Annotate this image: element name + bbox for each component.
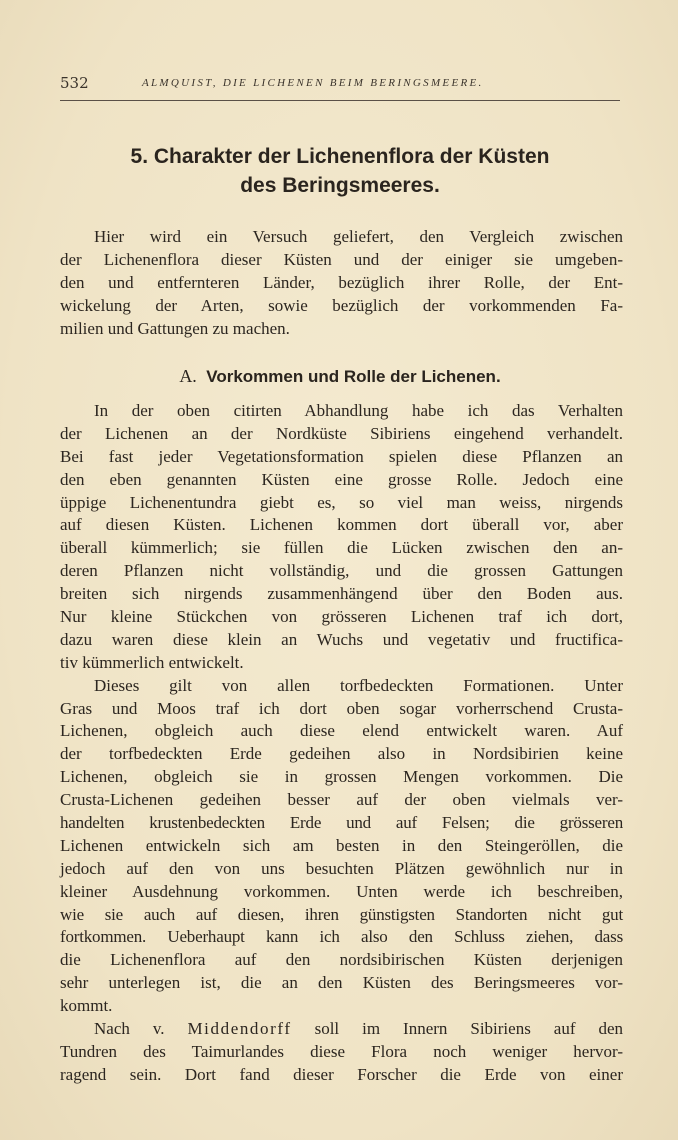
body-line: Tundren des Taimurlandes diese Flora noch weniger hervor- [60, 1041, 623, 1061]
page-number: 532 [60, 74, 89, 92]
body-line: Nur kleine Stückchen von grösseren Lichenen traf ich dort, [60, 607, 623, 627]
body-line: der Lichenen an der Nordküste Sibiriens eingehend verhandelt. [60, 423, 623, 443]
last-para-lead: Nach v. [94, 1019, 188, 1039]
body-line: kleiner Ausdehnung vorkommen. Unten werde ich beschreiben, [60, 881, 623, 901]
body-line: fortkommen. Ueberhaupt kann ich also den Schluss ziehen, dass [60, 927, 623, 947]
intro-line: wickelung der Arten, sowie bezüglich der vorkommenden Fa- [60, 295, 623, 315]
body-line: breiten sich nirgends zusammenhängend über den Boden aus. [60, 584, 623, 604]
body-line [60, 1018, 623, 1041]
body-line: üppige Lichenentundra giebt es, so viel man weiss, nirgends [60, 492, 623, 512]
section-letter: A. [179, 366, 197, 386]
section-title: Vorkommen und Rolle der Lichenen. [206, 367, 501, 386]
intro-line: milien und Gattungen zu machen. [60, 318, 290, 338]
body-line: Bei fast jeder Vegetationsformation spielen diese Pflanzen an [60, 446, 623, 466]
body-line: dazu waren diese klein an Wuchs und vegetativ und fructifica- [60, 629, 623, 649]
body-line: Crusta-Lichenen gedeihen besser auf der oben vielmals ver- [60, 790, 623, 810]
body-line: wie sie auch auf diesen, ihren günstigsten Standorten nicht gut [60, 904, 623, 924]
intro-line: Hier wird ein Versuch geliefert, den Vergleich zwischen [94, 227, 623, 246]
header-rule [60, 100, 620, 101]
body-line: überall kümmerlich; sie füllen die Lücken zwischen den an- [60, 538, 623, 558]
body-line: Lichenen, obgleich sie in grossen Mengen vorkommen. Die [60, 767, 623, 787]
author-name: Middendorff [187, 1019, 292, 1039]
body-line: ragend sein. Dort fand dieser Forscher die Erde von einer [60, 1064, 623, 1084]
running-head [60, 74, 620, 96]
body-line: Lichenen, obgleich auch diese elend entwickelt waren. Auf [60, 721, 623, 741]
chapter-title-line-1: 5. Charakter der Lichenenflora der Küsten [130, 145, 550, 168]
body-line: In der oben citirten Abhandlung habe ich das Verhalten [94, 401, 623, 420]
chapter-title-line-2: des Beringsmeeres. [240, 174, 440, 197]
intro-line: den und entfernteren Länder, bezüglich ihrer Rolle, der Ent- [60, 272, 623, 292]
body-line: die Lichenenflora auf den nordsibirischen Küsten derjenigen [60, 950, 623, 970]
body-line: den eben genannten Küsten eine grosse Rolle. Jedoch eine [60, 469, 623, 489]
body-line: kommt. [60, 996, 113, 1016]
body-line: jedoch auf den von uns besuchten Plätzen gewöhnlich nur in [60, 858, 623, 878]
body-line: Gras und Moos traf ich dort oben sogar vorherrschend Crusta- [60, 698, 623, 718]
body-line: deren Pflanzen nicht vollständig, und die grossen Gattungen [60, 561, 623, 581]
chapter-title [60, 142, 620, 200]
body-line: auf diesen Küsten. Lichenen kommen dort überall vor, aber [60, 515, 623, 535]
section-heading [60, 364, 620, 389]
body-line: Dieses gilt von allen torfbedeckten Formationen. Unter [94, 675, 623, 695]
body-line: der torfbedeckten Erde gedeihen also in Nordsibirien keine [60, 744, 623, 764]
last-para-rest: soll im Innern Sibiriens auf den [291, 1019, 623, 1039]
intro-paragraph [60, 226, 623, 340]
running-title: ALMQUIST, DIE LICHENEN BEIM BERINGSMEERE. [142, 77, 484, 89]
body-text [60, 400, 623, 1087]
body-line: Lichenen entwickeln sich am besten in den Steingeröllen, die [60, 835, 623, 855]
body-line: tiv kümmerlich entwickelt. [60, 652, 244, 672]
body-line: sehr unterlegen ist, die an den Küsten des Beringsmeeres vor- [60, 973, 623, 993]
body-line: handelten krustenbedeckten Erde und auf Felsen; die grösseren [60, 813, 623, 833]
intro-line: der Lichenenflora dieser Küsten und der einiger sie umgeben- [60, 249, 623, 269]
